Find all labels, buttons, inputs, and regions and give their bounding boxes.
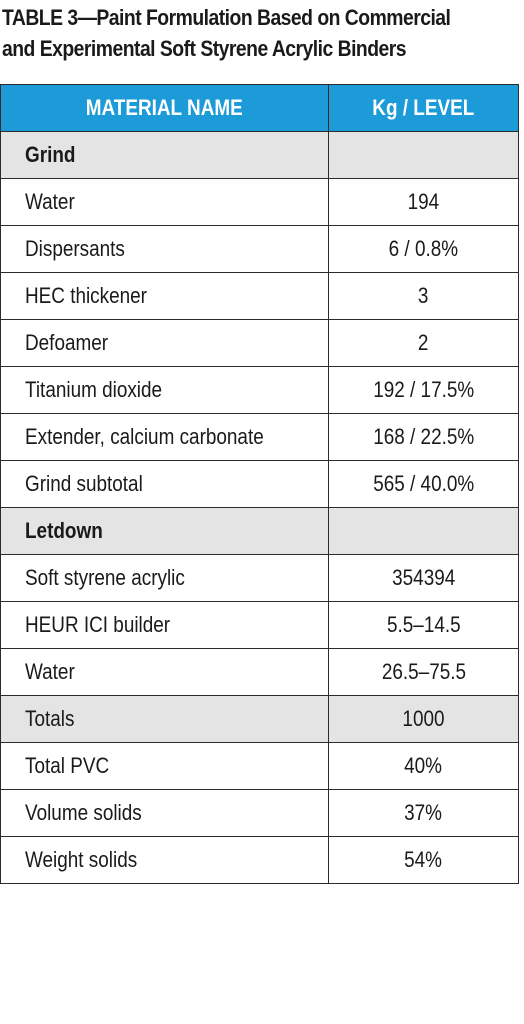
header-row [1,85,519,132]
header-material-name: MATERIAL NAME [1,85,329,132]
row-value: 2 [329,320,519,367]
section-row-letdown [1,508,519,555]
section-empty-cell [329,132,519,179]
formulation-table [0,84,519,884]
table-row [1,461,519,508]
header-kg-level: Kg / LEVEL [329,85,519,132]
table-row [1,790,519,837]
row-value: 354394 [329,555,519,602]
row-name: Water [1,179,329,226]
row-value: 168 / 22.5% [329,414,519,461]
section-row-grind [1,132,519,179]
row-value: 26.5–75.5 [329,649,519,696]
section-label-grind: Grind [1,132,329,179]
row-value: 40% [329,743,519,790]
table-row [1,179,519,226]
table-row [1,649,519,696]
table-row [1,743,519,790]
table-row [1,837,519,884]
table-row [1,320,519,367]
row-value: 194 [329,179,519,226]
row-name: Defoamer [1,320,329,367]
table-row [1,414,519,461]
row-value: 37% [329,790,519,837]
totals-label: Totals [1,696,329,743]
table-title-line-1: TABLE 3—Paint Formulation Based on Commercial [2,5,451,30]
table-row [1,555,519,602]
row-name: Water [1,649,329,696]
row-name: HEUR ICI builder [1,602,329,649]
row-value: 3 [329,273,519,320]
row-name: Dispersants [1,226,329,273]
row-name: Soft styrene acrylic [1,555,329,602]
row-name: Weight solids [1,837,329,884]
table-title [2,2,451,64]
row-name: Volume solids [1,790,329,837]
table-row [1,226,519,273]
table-title-line-2: and Experimental Soft Styrene Acrylic Binders [2,36,407,61]
row-name: HEC thickener [1,273,329,320]
row-name: Total PVC [1,743,329,790]
row-name: Titanium dioxide [1,367,329,414]
row-value: 54% [329,837,519,884]
table-row [1,273,519,320]
totals-value: 1000 [329,696,519,743]
row-value: 6 / 0.8% [329,226,519,273]
table-row [1,602,519,649]
section-label-letdown: Letdown [1,508,329,555]
section-empty-cell [329,508,519,555]
table-row [1,367,519,414]
row-value: 565 / 40.0% [329,461,519,508]
totals-row [1,696,519,743]
row-name: Extender, calcium carbonate [1,414,329,461]
row-value: 5.5–14.5 [329,602,519,649]
row-name: Grind subtotal [1,461,329,508]
row-value: 192 / 17.5% [329,367,519,414]
